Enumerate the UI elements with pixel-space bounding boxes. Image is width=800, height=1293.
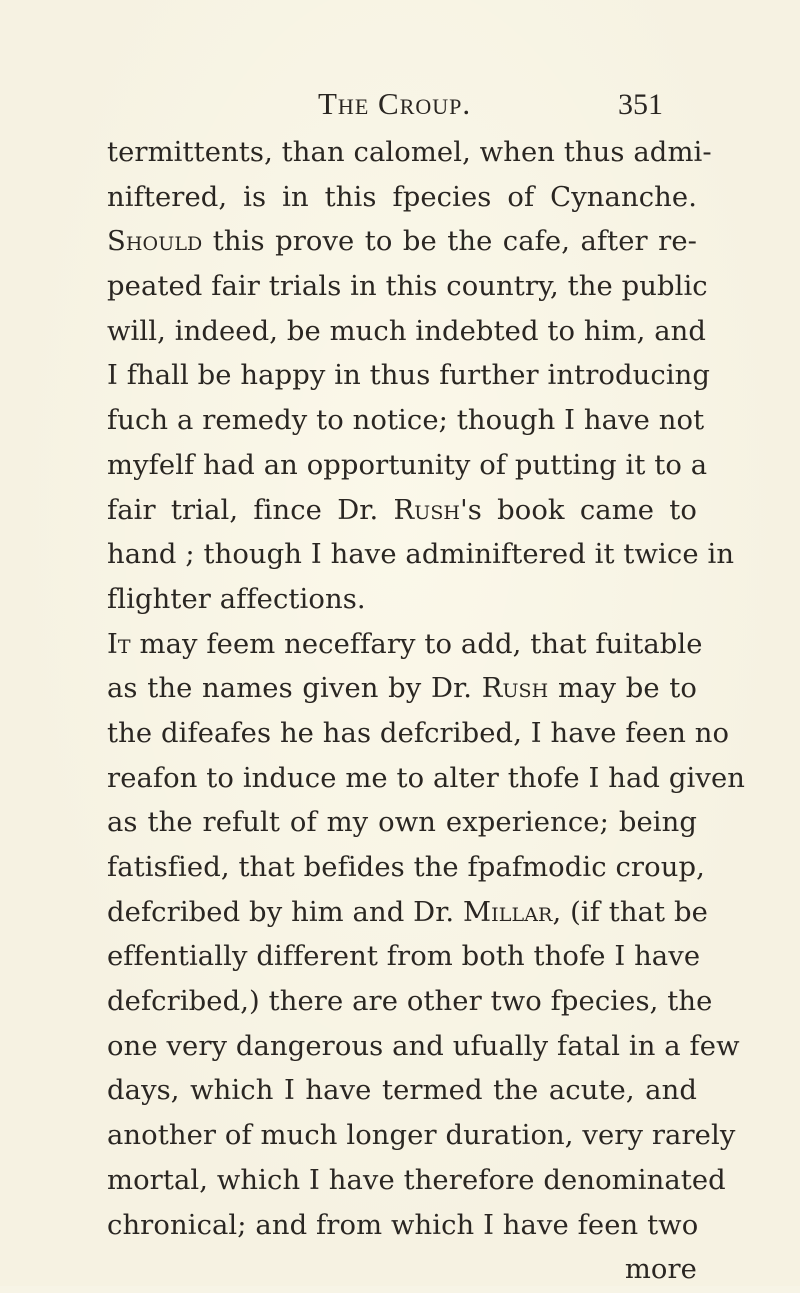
text-line: effentially different from both thofe I have	[107, 941, 701, 973]
text-line: the difeafes he has defcribed, I have feen no	[107, 717, 730, 749]
page-number: 351	[618, 88, 663, 121]
catchword: more	[624, 1254, 697, 1286]
text-line: fuch a remedy to notice; though I have not	[107, 405, 705, 437]
text-line: flighter affections.	[107, 583, 366, 615]
text-line: Should this prove to be the cafe, after re-	[107, 226, 697, 258]
text-line: termittents, than calomel, when thus admi-	[107, 137, 712, 168]
text-line: I fhall be happy in thus further introducing	[107, 360, 711, 392]
text-line: one very dangerous and ufually fatal in a few	[107, 1030, 740, 1062]
page-header	[0, 86, 800, 126]
text-line: as the refult of my own experience; being	[107, 807, 697, 839]
text-line: myfelf had an opportunity of putting it to a	[107, 449, 708, 481]
text-line: defcribed,) there are other two fpecies, the	[107, 986, 713, 1018]
text-line: fatisfied, that befides the fpafmodic croup,	[107, 852, 705, 883]
text-line: niftered, is in this fpecies of Cynanche.	[107, 181, 697, 213]
text-line: defcribed by him and Dr. Millar, (if that be	[107, 896, 708, 928]
text-line: will, indeed, be much indebted to him, and	[107, 315, 707, 347]
text-line: reafon to induce me to alter thofe I had given	[107, 762, 745, 794]
text-line: as the names given by Dr. Rush may be to	[107, 673, 698, 705]
text-line: fair trial, fince Dr. Rush's book came to	[107, 494, 697, 526]
running-head: The Croup.	[318, 86, 472, 121]
text-line: hand ; though I have adminiftered it twice in	[107, 539, 735, 571]
text-line: peated fair trials in this country, the public	[107, 271, 708, 303]
body-text	[107, 131, 745, 1293]
text-line: days, which I have termed the acute, and	[107, 1075, 697, 1107]
text-line: chronical; and from which I have feen two	[107, 1209, 699, 1241]
text-line: mortal, which I have therefore denominated	[107, 1164, 726, 1196]
text-line: It may feem neceffary to add, that fuitable	[107, 628, 703, 660]
text-line: another of much longer duration, very rarely	[107, 1120, 736, 1152]
